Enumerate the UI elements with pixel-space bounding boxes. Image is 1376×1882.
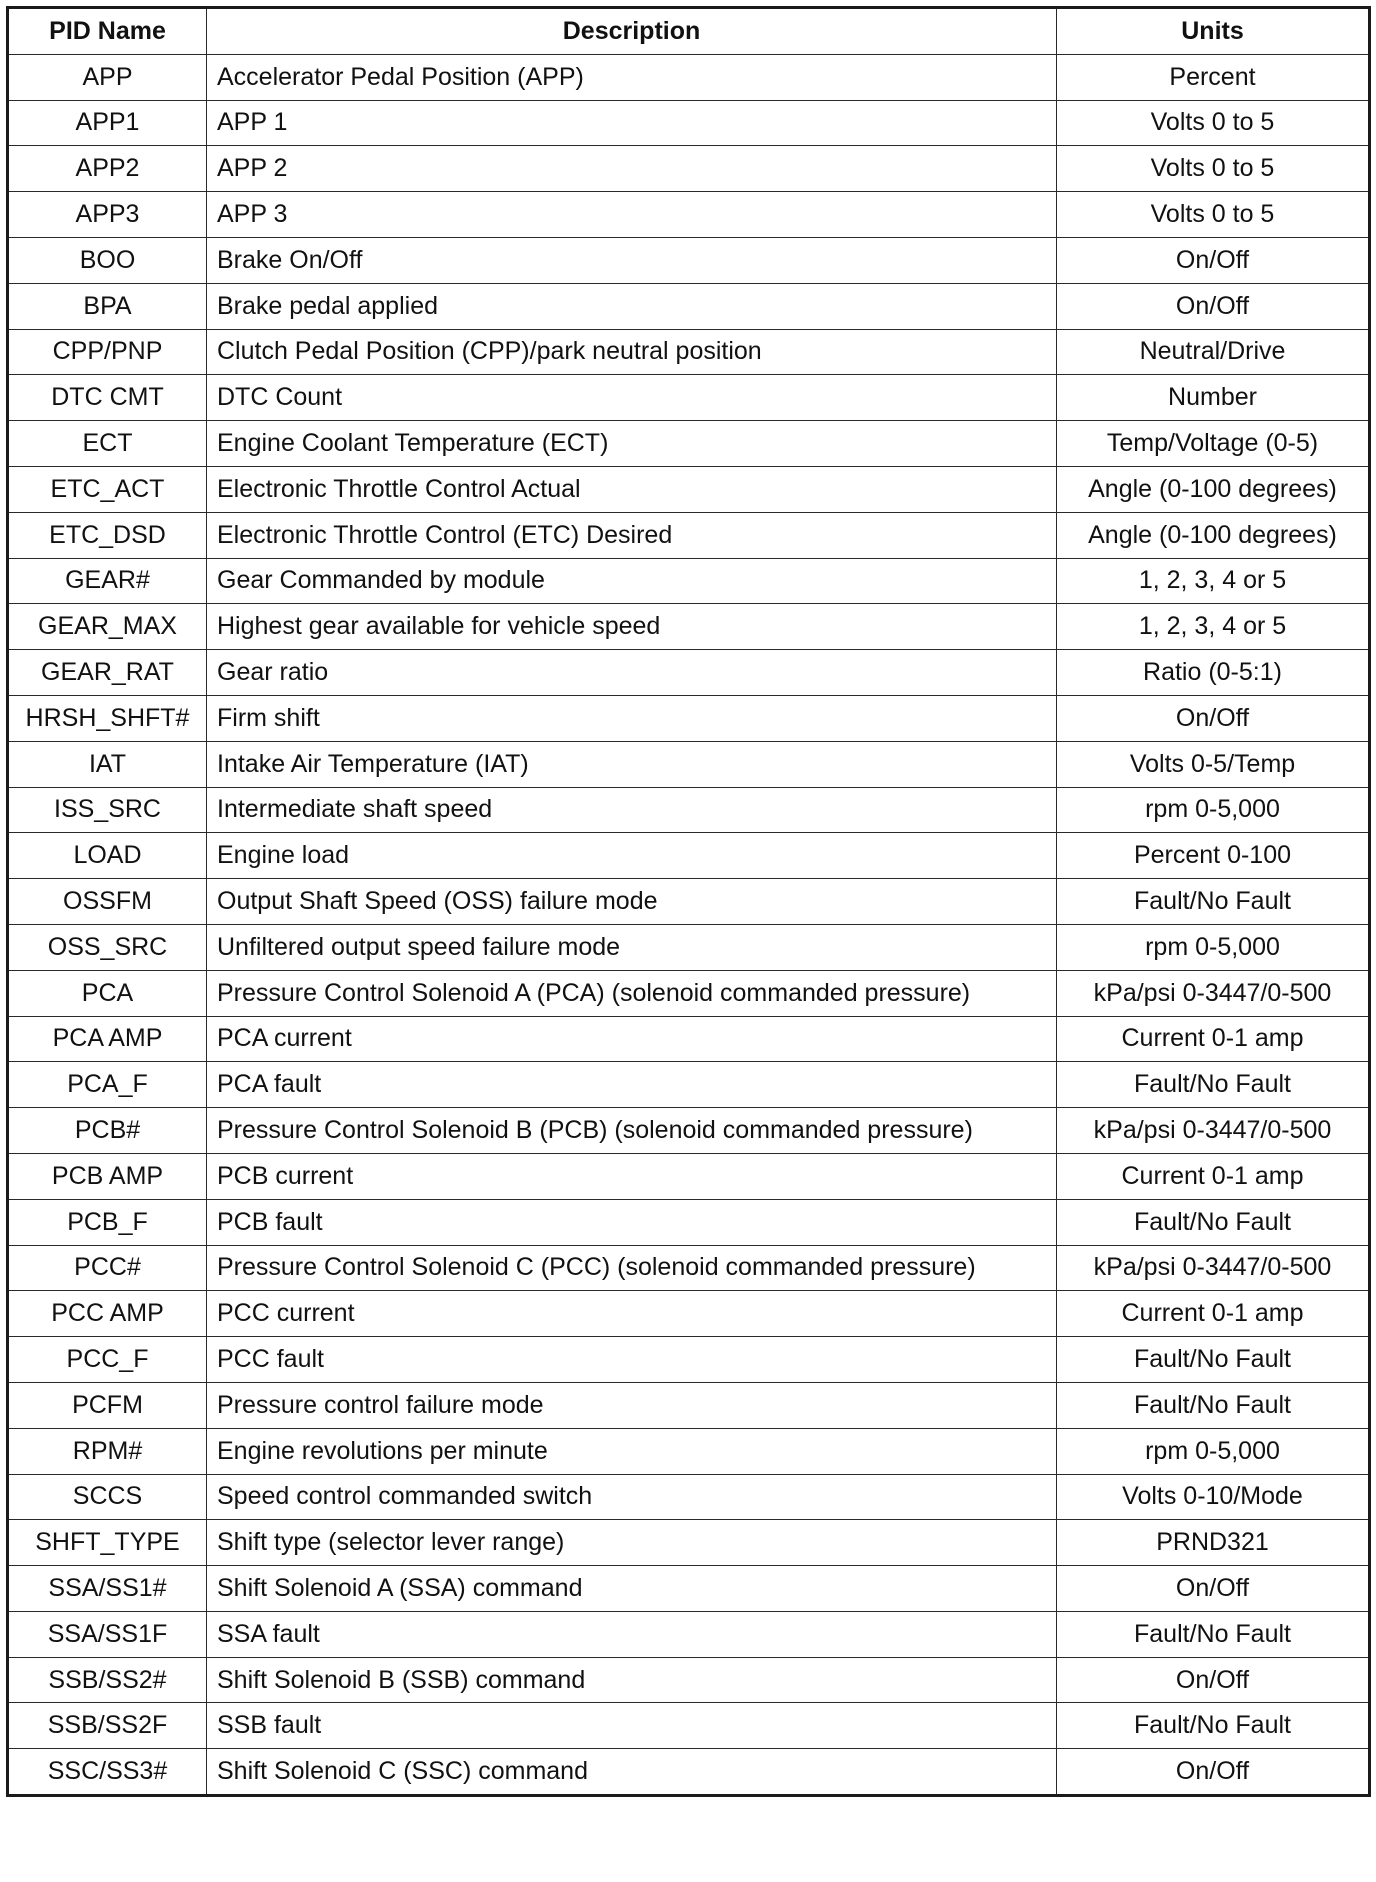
units-cell: 1, 2, 3, 4 or 5 — [1057, 604, 1370, 650]
description-cell: Pressure Control Solenoid C (PCC) (solenoid commanded pressure) — [207, 1245, 1057, 1291]
description-cell: PCA current — [207, 1016, 1057, 1062]
description-cell: PCB current — [207, 1153, 1057, 1199]
table-row — [8, 1108, 1370, 1154]
pid-name-cell: HRSH_SHFT# — [8, 695, 207, 741]
pid-name-cell: BPA — [8, 283, 207, 329]
units-cell: Fault/No Fault — [1057, 879, 1370, 925]
table-body — [8, 54, 1370, 1795]
pid-name-cell: PCA — [8, 970, 207, 1016]
pid-name-cell: ECT — [8, 421, 207, 467]
units-cell: Fault/No Fault — [1057, 1382, 1370, 1428]
table-header-row — [8, 8, 1370, 55]
units-cell: rpm 0-5,000 — [1057, 1428, 1370, 1474]
table-row — [8, 1520, 1370, 1566]
pid-name-cell: BOO — [8, 237, 207, 283]
pid-name-cell: SSB/SS2F — [8, 1703, 207, 1749]
table-row — [8, 1703, 1370, 1749]
description-cell: Unfiltered output speed failure mode — [207, 924, 1057, 970]
description-cell: Engine revolutions per minute — [207, 1428, 1057, 1474]
pid-name-cell: APP2 — [8, 146, 207, 192]
table-row — [8, 375, 1370, 421]
units-cell: Volts 0 to 5 — [1057, 192, 1370, 238]
units-cell: Fault/No Fault — [1057, 1703, 1370, 1749]
description-cell: Gear ratio — [207, 650, 1057, 696]
pid-name-cell: APP3 — [8, 192, 207, 238]
units-cell: Fault/No Fault — [1057, 1337, 1370, 1383]
pid-name-cell: DTC CMT — [8, 375, 207, 421]
description-cell: Electronic Throttle Control (ETC) Desired — [207, 512, 1057, 558]
description-cell: APP 2 — [207, 146, 1057, 192]
header-units: Units — [1057, 8, 1370, 55]
pid-name-cell: PCC_F — [8, 1337, 207, 1383]
description-cell: Speed control commanded switch — [207, 1474, 1057, 1520]
table-row — [8, 466, 1370, 512]
units-cell: PRND321 — [1057, 1520, 1370, 1566]
units-cell: On/Off — [1057, 1749, 1370, 1796]
pid-name-cell: ETC_ACT — [8, 466, 207, 512]
units-cell: Fault/No Fault — [1057, 1611, 1370, 1657]
pid-name-cell: OSS_SRC — [8, 924, 207, 970]
units-cell: Percent — [1057, 54, 1370, 100]
units-cell: Percent 0-100 — [1057, 833, 1370, 879]
description-cell: Intermediate shaft speed — [207, 787, 1057, 833]
description-cell: SSB fault — [207, 1703, 1057, 1749]
table-row — [8, 650, 1370, 696]
table-row — [8, 100, 1370, 146]
units-cell: Angle (0-100 degrees) — [1057, 466, 1370, 512]
units-cell: Angle (0-100 degrees) — [1057, 512, 1370, 558]
description-cell: Gear Commanded by module — [207, 558, 1057, 604]
pid-name-cell: LOAD — [8, 833, 207, 879]
table-row — [8, 1291, 1370, 1337]
description-cell: DTC Count — [207, 375, 1057, 421]
units-cell: Volts 0 to 5 — [1057, 146, 1370, 192]
description-cell: Electronic Throttle Control Actual — [207, 466, 1057, 512]
units-cell: Fault/No Fault — [1057, 1199, 1370, 1245]
description-cell: Shift Solenoid B (SSB) command — [207, 1657, 1057, 1703]
table-row — [8, 1428, 1370, 1474]
units-cell: Current 0-1 amp — [1057, 1291, 1370, 1337]
units-cell: Current 0-1 amp — [1057, 1153, 1370, 1199]
description-cell: Engine Coolant Temperature (ECT) — [207, 421, 1057, 467]
description-cell: Pressure Control Solenoid B (PCB) (solenoid commanded pressure) — [207, 1108, 1057, 1154]
description-cell: Firm shift — [207, 695, 1057, 741]
units-cell: kPa/psi 0-3447/0-500 — [1057, 1245, 1370, 1291]
units-cell: rpm 0-5,000 — [1057, 787, 1370, 833]
description-cell: PCA fault — [207, 1062, 1057, 1108]
description-cell: APP 3 — [207, 192, 1057, 238]
table-row — [8, 192, 1370, 238]
table-row — [8, 329, 1370, 375]
table-row — [8, 1016, 1370, 1062]
header-pid-name: PID Name — [8, 8, 207, 55]
table-row — [8, 787, 1370, 833]
table-row — [8, 283, 1370, 329]
description-cell: SSA fault — [207, 1611, 1057, 1657]
description-cell: Shift Solenoid A (SSA) command — [207, 1566, 1057, 1612]
description-cell: Brake pedal applied — [207, 283, 1057, 329]
units-cell: Volts 0-10/Mode — [1057, 1474, 1370, 1520]
pid-name-cell: SSA/SS1# — [8, 1566, 207, 1612]
description-cell: Output Shaft Speed (OSS) failure mode — [207, 879, 1057, 925]
pid-name-cell: SCCS — [8, 1474, 207, 1520]
table-row — [8, 924, 1370, 970]
pid-name-cell: PCA AMP — [8, 1016, 207, 1062]
pid-name-cell: PCB# — [8, 1108, 207, 1154]
table-row — [8, 879, 1370, 925]
units-cell: kPa/psi 0-3447/0-500 — [1057, 1108, 1370, 1154]
table-row — [8, 970, 1370, 1016]
description-cell: Shift Solenoid C (SSC) command — [207, 1749, 1057, 1796]
table-row — [8, 512, 1370, 558]
table-row — [8, 1153, 1370, 1199]
units-cell: On/Off — [1057, 283, 1370, 329]
units-cell: Ratio (0-5:1) — [1057, 650, 1370, 696]
table-row — [8, 1566, 1370, 1612]
header-description: Description — [207, 8, 1057, 55]
table-row — [8, 1611, 1370, 1657]
pid-name-cell: PCFM — [8, 1382, 207, 1428]
table-row — [8, 558, 1370, 604]
description-cell: Highest gear available for vehicle speed — [207, 604, 1057, 650]
pid-name-cell: PCC# — [8, 1245, 207, 1291]
description-cell: Engine load — [207, 833, 1057, 879]
units-cell: On/Off — [1057, 1566, 1370, 1612]
units-cell: 1, 2, 3, 4 or 5 — [1057, 558, 1370, 604]
table-row — [8, 1657, 1370, 1703]
description-cell: Pressure Control Solenoid A (PCA) (solenoid commanded pressure) — [207, 970, 1057, 1016]
description-cell: PCC fault — [207, 1337, 1057, 1383]
units-cell: kPa/psi 0-3447/0-500 — [1057, 970, 1370, 1016]
pid-name-cell: PCB_F — [8, 1199, 207, 1245]
units-cell: Current 0-1 amp — [1057, 1016, 1370, 1062]
table-row — [8, 833, 1370, 879]
units-cell: rpm 0-5,000 — [1057, 924, 1370, 970]
units-cell: Volts 0 to 5 — [1057, 100, 1370, 146]
table-row — [8, 146, 1370, 192]
description-cell: PCB fault — [207, 1199, 1057, 1245]
units-cell: On/Off — [1057, 237, 1370, 283]
pid-name-cell: GEAR# — [8, 558, 207, 604]
table-row — [8, 1382, 1370, 1428]
units-cell: Number — [1057, 375, 1370, 421]
units-cell: Volts 0-5/Temp — [1057, 741, 1370, 787]
pid-name-cell: SSA/SS1F — [8, 1611, 207, 1657]
pid-name-cell: PCC AMP — [8, 1291, 207, 1337]
pid-name-cell: GEAR_MAX — [8, 604, 207, 650]
table-row — [8, 1474, 1370, 1520]
units-cell: Temp/Voltage (0-5) — [1057, 421, 1370, 467]
table-row — [8, 1062, 1370, 1108]
table-row — [8, 1245, 1370, 1291]
table-row — [8, 54, 1370, 100]
pid-name-cell: PCB AMP — [8, 1153, 207, 1199]
pid-name-cell: SHFT_TYPE — [8, 1520, 207, 1566]
description-cell: Pressure control failure mode — [207, 1382, 1057, 1428]
description-cell: Clutch Pedal Position (CPP)/park neutral position — [207, 329, 1057, 375]
pid-name-cell: OSSFM — [8, 879, 207, 925]
description-cell: Accelerator Pedal Position (APP) — [207, 54, 1057, 100]
pid-name-cell: APP — [8, 54, 207, 100]
table-row — [8, 237, 1370, 283]
pid-name-cell: CPP/PNP — [8, 329, 207, 375]
description-cell: Brake On/Off — [207, 237, 1057, 283]
pid-name-cell: SSC/SS3# — [8, 1749, 207, 1796]
units-cell: On/Off — [1057, 1657, 1370, 1703]
description-cell: APP 1 — [207, 100, 1057, 146]
pid-name-cell: GEAR_RAT — [8, 650, 207, 696]
pid-name-cell: ETC_DSD — [8, 512, 207, 558]
pid-name-cell: IAT — [8, 741, 207, 787]
table-row — [8, 421, 1370, 467]
table-row — [8, 1749, 1370, 1796]
units-cell: On/Off — [1057, 695, 1370, 741]
description-cell: PCC current — [207, 1291, 1057, 1337]
pid-name-cell: APP1 — [8, 100, 207, 146]
pid-name-cell: ISS_SRC — [8, 787, 207, 833]
pid-table — [6, 6, 1371, 1797]
table-row — [8, 695, 1370, 741]
description-cell: Shift type (selector lever range) — [207, 1520, 1057, 1566]
table-row — [8, 741, 1370, 787]
units-cell: Fault/No Fault — [1057, 1062, 1370, 1108]
pid-name-cell: PCA_F — [8, 1062, 207, 1108]
table-row — [8, 1337, 1370, 1383]
table-row — [8, 604, 1370, 650]
pid-name-cell: SSB/SS2# — [8, 1657, 207, 1703]
table-row — [8, 1199, 1370, 1245]
pid-name-cell: RPM# — [8, 1428, 207, 1474]
description-cell: Intake Air Temperature (IAT) — [207, 741, 1057, 787]
units-cell: Neutral/Drive — [1057, 329, 1370, 375]
